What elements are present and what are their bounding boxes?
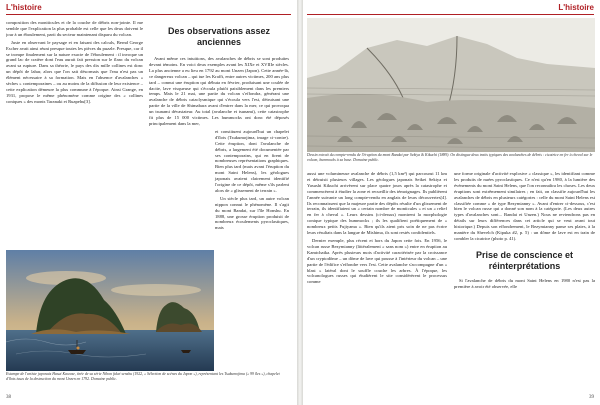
right-column-1 <box>307 171 447 393</box>
volcano-drawing <box>307 18 595 152</box>
left-column-1 <box>6 20 143 250</box>
header-rule <box>6 14 291 15</box>
paragraph: Juste en observant le paysage et en faisant des calculs, Bernd George Escher avait ainsi réuni presque toutes les pièces du puzzle. Presque, car il se trompe finalement sur la nature exacte de l'éboulement : il invoque un grand lac de cratère dont l'eau aurait fait pression sur le flanc du volcan avant sa rupture. Dans sa théorie, le pays des dix mille collines est donc un dépôt de lahar, alors que l'on sait désormais que l'eau n'est pas un élément nécessaire à sa formation. Mais en l'absence d'avalanches « sèches » contemporaines – ou au moins de la diffusion de leur existence – cette explication démeure la plus commune à l'époque. Ainsi Grange, en 1931, propose le même phénomène comme origine des « collines coniques » des monts Taranaki et Ruapehu[3]. <box>6 39 143 104</box>
section-heading: Prise de conscience et réinterprétations <box>475 249 574 271</box>
paragraph: Avant même ces intuitions, des avalanches de débris se sont produites devant témoins. En voici deux exemples avant les XIXe et XVIIIe siècles. La plus ancienne a eu lieu en 1792 au mont Unzen (Japon). Cette année-là, ce dangereux volcan – qui tue les Krafft, entre autres victimes, 200 ans plus tard – connut une éruption qui débuta en février, produisant une coulée de dacite, lave visqueuse qui s'écoula plutôt paisiblement dans les premiers temps. Mais le 21 mai, une partie du volcan s'effondra, générant une avalanche de débris cataclysmique qui s'écoula vers l'est, détruisant une partie de la ville de Shimabara avant d'entrer dans la mer, ce qui provoqua un tsunami dévastateur. Au total (avalanche et tsunami), cette catastrophe fit plus de 15 000 victimes. Les hummocks ont donc été déposés principalement dans la mer, <box>149 56 289 126</box>
left-page <box>0 0 297 405</box>
paragraph: aussi une volumineuse avalanche de débris (1,5 km³) qui parcourut 11 km et détruisit plusieurs villages. Les géologues japonais Seikei Sekiya et Yasushi Kikuchi arrivèrent sur place quatre jours après la catastrophe et commencèrent à étudier la zone et recueillir des témoignages. Ils publièrent l'année suivante un long compte-rendu en anglais de leurs découvertes[4]. Ils reconnaissent que la majeure partie des dépôts résulte d'un glissement de terrain, ils identifiaient un « certain nombre de monticules » et un « relief en fer à cheval ». Leurs dessins (ci-dessus) montrent la morphologie conique typique des hummocks ; ils les qualifient poétiquement de « nombreux petits Fujiyama ». Bien qu'ils aient pris soin de ne pas écrire leurs résultats dans la langue de Mishima, ils sont restés confidentiels. <box>307 171 447 236</box>
section-heading: Des observations assez anciennes <box>167 26 271 47</box>
woodblock-print-illustration <box>6 250 214 371</box>
figure-caption: Dessin extrait du compte-rendu de l'éruption du mont Bandai par Sekiya & Kikuchi (1889). On distingue deux traits typiques des avalanches de débris : cicatrice en fer à cheval sur le volcan, hummocks à sa base. Domaine public. <box>307 153 593 162</box>
figure-caption: Estampe de l'artiste japonais Hasui Kawase, tirée de sa série Nihon fukei senshu (1922, « Sélection de scènes du Japon »), représentant les Tsukumojima (« 99 îles »), chapelet d'îlots issus de la destruction du mont Unzen en 1792. Domaine public. <box>6 372 280 381</box>
print-artwork <box>6 250 214 371</box>
paragraph: Si l'avalanche de débris du mont Saint Helens en 1980 n'est pas la première à avoir été observée, elle <box>454 277 595 289</box>
paragraph: composition des moniticules et de la couche de débris non-jointe. Il me semble que l'explication la plus probable est celle que les deux doivent le jour à un éboulement, parti du secteur maintenant disparu du volcan. <box>6 20 143 37</box>
paragraph: Dernier exemple, plus récent et hors du Japon cette fois. En 1956, le volcan russe Bezymianny (littéralement « sans nom ») entre en éruption au Kamtchatka. Après plusieurs mois d'activité caractérisée par la croissance d'un cryptodôme – un dôme de lave qui pousse à l'intérieur du volcan – une partie de l'édifice s'effondre vers l'est. Cette avalanche s'accompagne d'un « blast » latéral dont le souffle couche les arbres. À l'époque, les volcanologues russes qui étudièrent le site considérèrent le processus comme <box>307 237 447 285</box>
right-page <box>303 0 600 405</box>
page-number: 39 <box>589 395 594 400</box>
section-title: L'histoire <box>6 3 42 12</box>
header-rule <box>307 14 594 15</box>
right-column-2 <box>454 171 595 393</box>
paragraph: une forme originale d'activité explosive « classique », les identifiant comme les produits de nuées pyroclastiques. Ce n'est qu'en 1980, à la lumière des événements du mont Saint Helens, que l'on reconnaîtra les choses. Les deux éruptions sont extrêmement similaires ; en fait, on classifie aujourd'hui les avalanches de débris en plusieurs catégories : celle du mont Saint Helens est classifiée comme « de type Bezymianny ». Avant d'entrer ci-dessous, c'est bien le volcan russe qui a donné son nom à la catégorie. (Les deux autres types d'avalanches sont... Bandai et Unzen.) Nous ne reviendrons pas en détails sur leurs différences dans cet article qui se veut avant tout historique.) Depuis son effondrement, le Bezymianny panse ses plaies, à la manière du Shevelch (Kipuka #2, p. 5) : un dôme de lave est en train de combler la cicatrice (photo p. 41). <box>454 171 595 241</box>
engraving-illustration <box>307 18 595 152</box>
paragraph: et constituent aujourd'hui un chapelet d'îlots (Tsukumojima, image ci-contre). Cette éruption, dont l'avalanche de débris, a largement été documentée par ses contemporains, qui en firent de nombreuses représentations graphiques. Bien plus tard (mais avant l'éruption du mont Saint Helens), les géologues japonais avaient clairement identifié l'origine de ce dépôt, même s'ils parlent alors de « glissement de terrain ». <box>215 128 289 193</box>
page-number: 38 <box>6 395 11 400</box>
section-title: L'histoire <box>558 3 594 12</box>
paragraph: Un siècle plus tard, un autre volcan nippon connut le phénomène. Il s'agit du mont Bandai, sur l'île Honshu. En 1888, une grosse éruption produisit de nombreux écoulements pyroclastiques, mais <box>215 195 289 231</box>
